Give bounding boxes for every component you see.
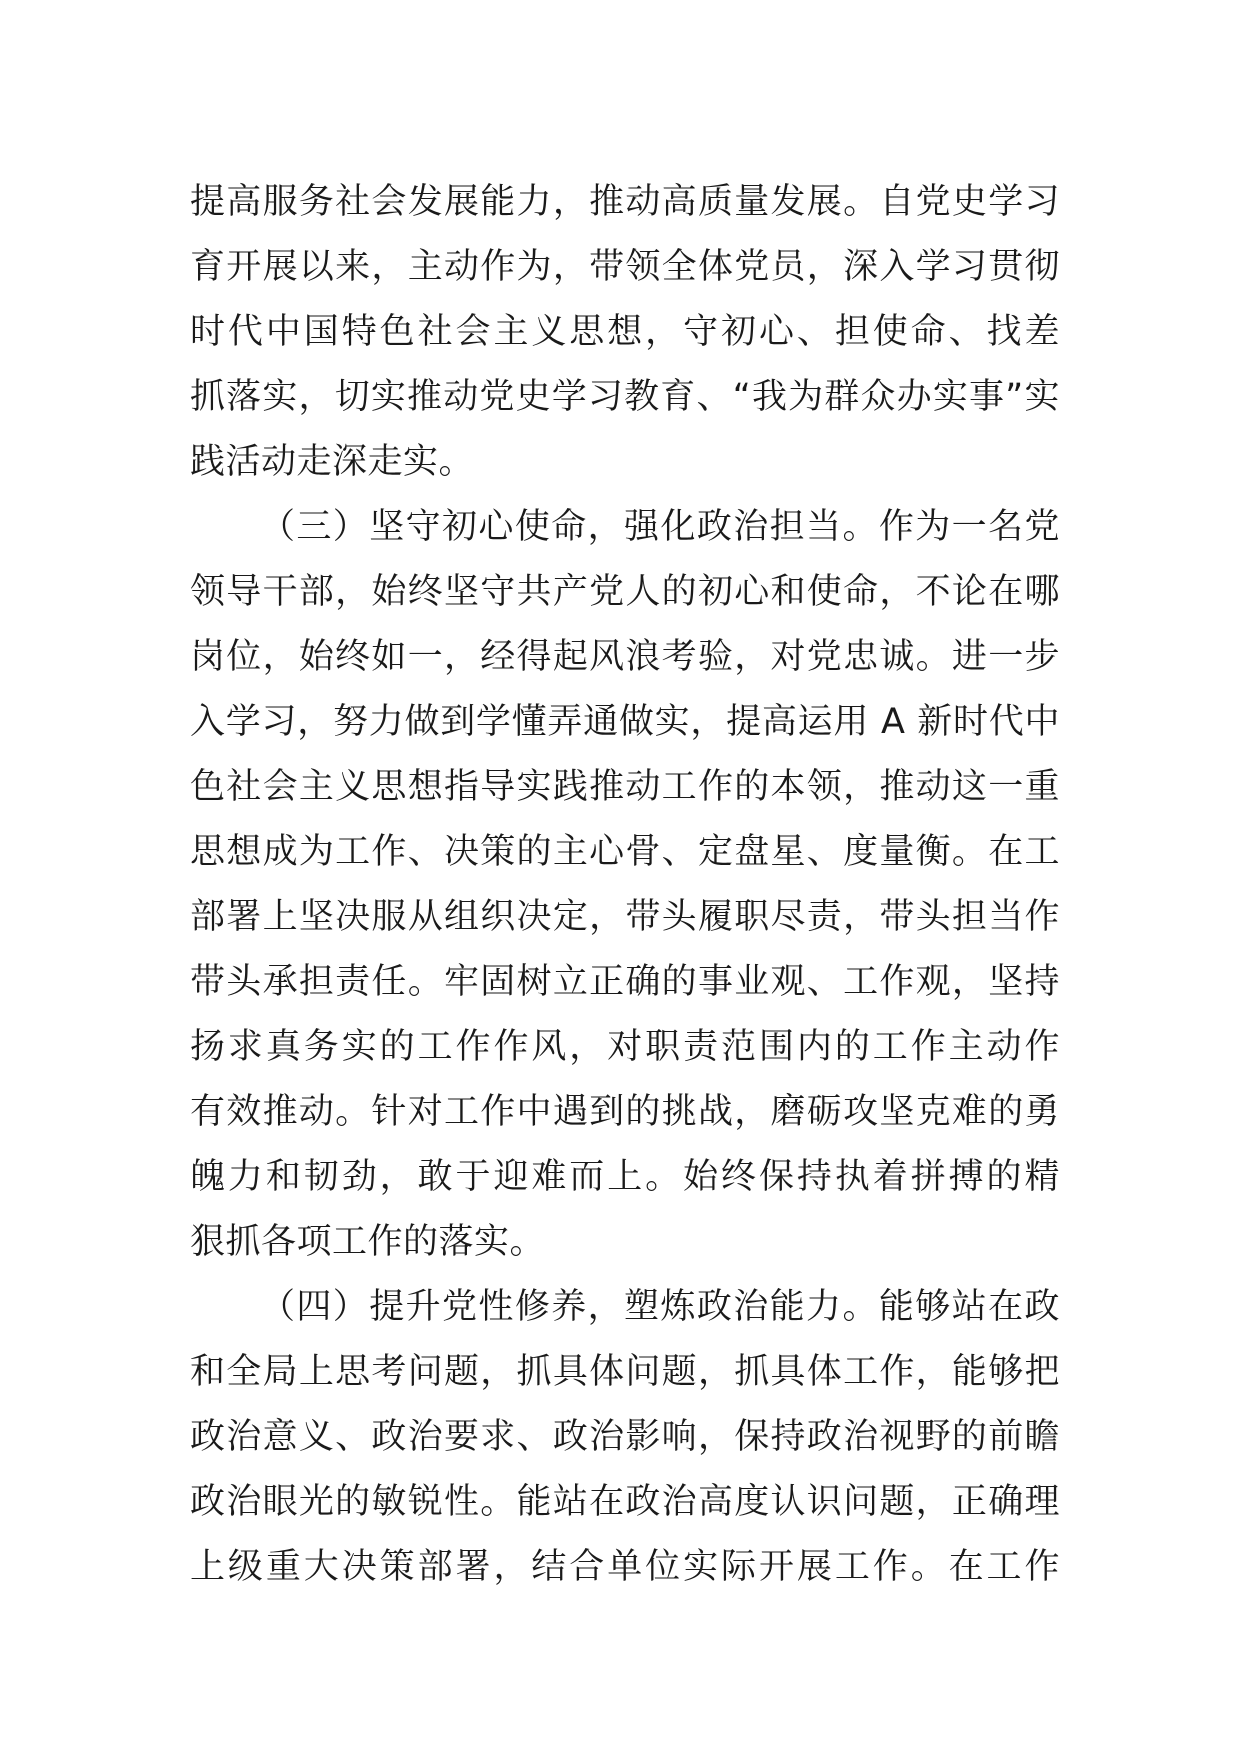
text-line: 提高服务社会发展能力，推动高质量发展。自党史学习 — [190, 182, 1060, 222]
body-text — [190, 170, 1060, 1600]
text-line: 育开展以来，主动作为，带领全体党员，深入学习贯彻 — [190, 247, 1060, 287]
text-line: 色社会主义思想指导实践推动工作的本领，推动这一重 — [190, 767, 1060, 807]
text-line: 践活动走深走实。 — [190, 442, 475, 482]
text-line: 带头承担责任。牢固树立正确的事业观、工作观，坚持 — [190, 962, 1060, 1002]
text-line: 时代中国特色社会主义思想，守初心、担使命、找差 — [190, 312, 1060, 352]
text-line: 上级重大决策部署，结合单位实际开展工作。在工作 — [190, 1547, 1060, 1587]
text-line: 部署上坚决服从组织决定，带头履职尽责，带头担当作 — [190, 897, 1060, 937]
text-line: 岗位，始终如一，经得起风浪考验，对党忠诚。进一步 — [190, 637, 1060, 677]
paragraph-first-line: （四）提升党性修养，塑炼政治能力。能够站在政 — [260, 1287, 1060, 1327]
text-line: 抓落实，切实推动党史学习教育、“我为群众办实事”实 — [190, 377, 1060, 417]
text-line: 政治意义、政治要求、政治影响，保持政治视野的前瞻 — [190, 1417, 1060, 1457]
text-line: 有效推动。针对工作中遇到的挑战，磨砺攻坚克难的勇 — [190, 1092, 1060, 1132]
text-line: 政治眼光的敏锐性。能站在政治高度认识问题，正确理 — [190, 1482, 1060, 1522]
text-line: 扬求真务实的工作作风，对职责范围内的工作主动作 — [190, 1027, 1060, 1067]
text-line: 狠抓各项工作的落实。 — [190, 1222, 546, 1262]
paragraph-first-line: （三）坚守初心使命，强化政治担当。作为一名党 — [260, 507, 1060, 547]
text-line: 魄力和韧劲，敢于迎难而上。始终保持执着拼搏的精 — [190, 1157, 1060, 1197]
text-line: 和全局上思考问题，抓具体问题，抓具体工作，能够把 — [190, 1352, 1060, 1392]
text-line: 思想成为工作、决策的主心骨、定盘星、度量衡。在工 — [190, 832, 1060, 872]
text-line: 入学习，努力做到学懂弄通做实，提高运用 A 新时代中 — [190, 702, 1060, 742]
text-line: 领导干部，始终坚守共产党人的初心和使命，不论在哪 — [190, 572, 1060, 612]
